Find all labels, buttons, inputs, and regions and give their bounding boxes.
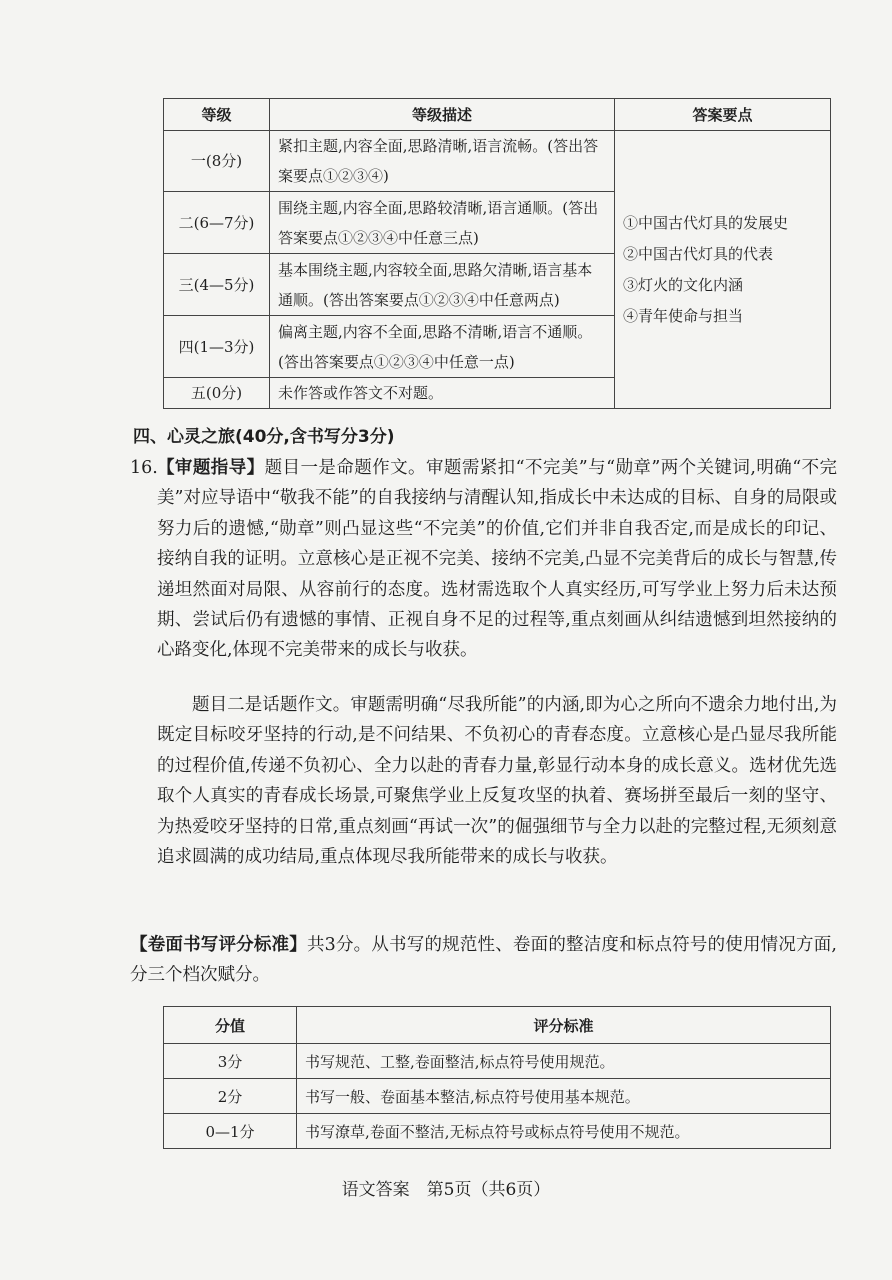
answer-point: ④青年使命与担当 [623, 306, 744, 325]
section-heading: 四、心灵之旅(40分,含书写分3分) [133, 427, 395, 447]
guidance-text-2: 题目二是话题作文。审题需明确“尽我所能”的内涵,即为心之所向不遗余力地付出,为既定目标咬牙坚持的行动,是不问结果、不负初心的青春态度。立意核心是凸显尽我所能的过程价值,传递不负初心、全力以赴的青春力量,彰显行动本身的成长意义。选材优先选取个人真实的青春成长场景,可聚焦学业上反复攻坚的执着、赛场拼至最后一刻的坚守、为热爱咬牙坚持的日常,重点刻画“再试一次”的倔强细节与全力以赴的完整过程,无须刻意追求圆满的成功结局,重点体现尽我所能带来的成长与收获。 [157, 695, 837, 868]
score-table-header [164, 1007, 831, 1044]
scoring-label: 【卷面书写评分标准】 [130, 935, 307, 955]
header-score: 分值 [164, 1007, 297, 1044]
table-row [164, 1079, 831, 1114]
score-standard: 书写一般、卷面基本整洁,标点符号使用基本规范。 [297, 1079, 831, 1114]
grade-description: 围绕主题,内容全面,思路较清晰,语言通顺。(答出答案要点①②③④中任意三点) [270, 192, 615, 254]
grade-description: 基本围绕主题,内容较全面,思路欠清晰,语言基本通顺。(答出答案要点①②③④中任意两点) [270, 254, 615, 316]
page-footer: 语文答案 第5页（共6页） [341, 1180, 551, 1200]
guidance-label: 【审题指导】 [157, 458, 265, 478]
grade-table-header [164, 99, 831, 131]
grade-table [163, 98, 831, 409]
score-table [163, 1006, 831, 1149]
grade-description: 偏离主题,内容不全面,思路不清晰,语言不通顺。(答出答案要点①②③④中任意一点) [270, 316, 615, 378]
header-standard: 评分标准 [297, 1007, 831, 1044]
score-value: 2分 [164, 1079, 297, 1114]
grade-level: 一(8分) [164, 131, 270, 192]
question-number: 16. [130, 458, 158, 478]
answer-point: ①中国古代灯具的发展史 [623, 213, 789, 232]
table-row [164, 131, 831, 192]
scoring-paragraph [130, 930, 837, 991]
answer-point: ②中国古代灯具的代表 [623, 244, 774, 263]
grade-level: 二(6—7分) [164, 192, 270, 254]
table-row [164, 1114, 831, 1149]
grade-level: 四(1—3分) [164, 316, 270, 378]
answer-points-cell [615, 131, 831, 409]
header-description: 等级描述 [270, 99, 615, 131]
guidance-paragraph-1 [157, 453, 837, 666]
grade-description: 未作答或作答文不对题。 [270, 378, 615, 409]
grade-description: 紧扣主题,内容全面,思路清晰,语言流畅。(答出答案要点①②③④) [270, 131, 615, 192]
header-level: 等级 [164, 99, 270, 131]
score-standard: 书写潦草,卷面不整洁,无标点符号或标点符号使用不规范。 [297, 1114, 831, 1149]
scoring-text: 共3分。从书写的规范性、卷面的整洁度和标点符号的使用情况方面,分三个档次赋分。 [130, 935, 837, 986]
answer-point: ③灯火的文化内涵 [623, 275, 744, 294]
score-value: 0—1分 [164, 1114, 297, 1149]
guidance-paragraph-2 [157, 690, 837, 872]
guidance-text-1: 题目一是命题作文。审题需紧扣“不完美”与“勋章”两个关键词,明确“不完美”对应导语中“敬我不能”的自我接纳与清醒认知,指成长中未达成的目标、自身的局限或努力后的遗憾,“勋章”则凸显这些“不完美”的价值,它们并非自我否定,而是成长的印记、接纳自我的证明。立意核心是正视不完美、接纳不完美,凸显不完美背后的成长与智慧,传递坦然面对局限、从容前行的态度。选材需选取个人真实经历,可写学业上努力后未达预期、尝试后仍有遗憾的事情、正视自身不足的过程等,重点刻画从纠结遗憾到坦然接纳的心路变化,体现不完美带来的成长与收获。 [157, 458, 838, 661]
score-standard: 书写规范、工整,卷面整洁,标点符号使用规范。 [297, 1044, 831, 1079]
score-value: 3分 [164, 1044, 297, 1079]
table-row [164, 1044, 831, 1079]
grade-level: 五(0分) [164, 378, 270, 409]
header-answer-points: 答案要点 [615, 99, 831, 131]
grade-level: 三(4—5分) [164, 254, 270, 316]
